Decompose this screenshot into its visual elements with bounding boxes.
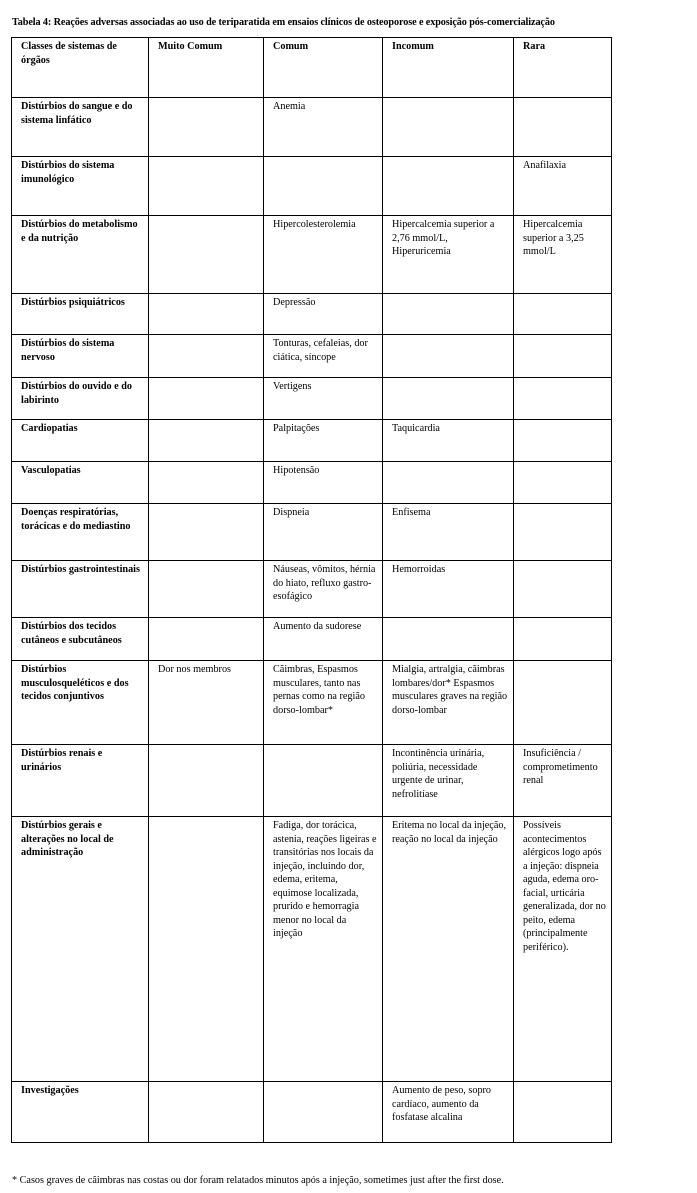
adverse-reactions-table: [11, 37, 612, 1143]
cell-common: Náuseas, vômitos, hérnia do hiato, refluxo gastro-esofágico: [264, 561, 383, 618]
cell-rare: Anafilaxia: [514, 157, 612, 216]
cell-soc: Distúrbios do sistema nervoso: [12, 335, 149, 378]
cell-common: Dispneia: [264, 504, 383, 561]
cell-common: Hipotensão: [264, 462, 383, 504]
table-row: [12, 504, 612, 561]
header-rare: Rara: [514, 38, 612, 98]
header-very-common: Muito Comum: [149, 38, 264, 98]
cell-common: Cãimbras, Espasmos musculares, tanto nas pernas como na região dorso-lombar*: [264, 661, 383, 745]
cell-uncommon: Enfisema: [383, 504, 514, 561]
cell-uncommon: Hipercalcemia superior a 2,76 mmol/L, Hiperuricemia: [383, 216, 514, 294]
table-row: [12, 1082, 612, 1143]
cell-soc: Distúrbios do sangue e do sistema linfático: [12, 98, 149, 157]
table-row: [12, 462, 612, 504]
cell-very-common: [149, 618, 264, 661]
cell-soc: Distúrbios do sistema imunológico: [12, 157, 149, 216]
header-soc: Classes de sistemas de órgãos: [12, 38, 149, 98]
cell-uncommon: [383, 157, 514, 216]
cell-rare: [514, 378, 612, 420]
cell-soc: Distúrbios dos tecidos cutâneos e subcutâneos: [12, 618, 149, 661]
cell-very-common: Dor nos membros: [149, 661, 264, 745]
cell-uncommon: Taquicardia: [383, 420, 514, 462]
cell-uncommon: [383, 98, 514, 157]
cell-very-common: [149, 98, 264, 157]
cell-common: Tonturas, cefaleias, dor ciática, síncope: [264, 335, 383, 378]
cell-rare: [514, 1082, 612, 1143]
cell-rare: Possíveis acontecimentos alérgicos logo após a injeção: dispneia aguda, edema oro-facial, urticária generalizada, dor no peito, edema (principalmente periférico).: [514, 817, 612, 1082]
cell-uncommon: [383, 462, 514, 504]
cell-rare: [514, 294, 612, 335]
cell-common: Anemia: [264, 98, 383, 157]
cell-rare: [514, 335, 612, 378]
cell-uncommon: Eritema no local da injeção, reação no local da injeção: [383, 817, 514, 1082]
cell-very-common: [149, 294, 264, 335]
cell-very-common: [149, 817, 264, 1082]
cell-soc: Distúrbios do metabolismo e da nutrição: [12, 216, 149, 294]
table-row: [12, 98, 612, 157]
cell-rare: [514, 561, 612, 618]
cell-common: [264, 745, 383, 817]
cell-rare: [514, 618, 612, 661]
cell-soc: Distúrbios do ouvido e do labirinto: [12, 378, 149, 420]
table-caption: Tabela 4: Reações adversas associadas ao uso de teriparatida em ensaios clínicos de osteoporose e exposição pós-comercialização: [12, 17, 555, 28]
table-row: [12, 378, 612, 420]
cell-rare: [514, 504, 612, 561]
cell-common: Fadiga, dor torácica, astenia, reações ligeiras e transitórias nos locais da injeção, incluindo dor, edema, eritema, equimose localizada, prurido e hemorragia menor no local da injeção: [264, 817, 383, 1082]
cell-uncommon: Hemorroidas: [383, 561, 514, 618]
cell-common: Vertigens: [264, 378, 383, 420]
cell-very-common: [149, 420, 264, 462]
cell-very-common: [149, 216, 264, 294]
cell-soc: Distúrbios musculosqueléticos e dos tecidos conjuntivos: [12, 661, 149, 745]
header-common: Comum: [264, 38, 383, 98]
cell-uncommon: [383, 294, 514, 335]
cell-rare: [514, 420, 612, 462]
cell-soc: Distúrbios psiquiátricos: [12, 294, 149, 335]
table-row: [12, 216, 612, 294]
cell-soc: Distúrbios renais e urinários: [12, 745, 149, 817]
cell-soc: Doenças respiratórias, torácicas e do mediastino: [12, 504, 149, 561]
cell-uncommon: Incontinência urinária, poliúria, necessidade urgente de urinar, nefrolitíase: [383, 745, 514, 817]
cell-uncommon: [383, 378, 514, 420]
table-row: [12, 661, 612, 745]
table-row: [12, 561, 612, 618]
cell-common: Aumento da sudorese: [264, 618, 383, 661]
cell-soc: Distúrbios gerais e alterações no local de administração: [12, 817, 149, 1082]
cell-uncommon: Aumento de peso, sopro cardíaco, aumento da fosfatase alcalina: [383, 1082, 514, 1143]
cell-rare: Hipercalcemia superior a 3,25 mmol/L: [514, 216, 612, 294]
cell-very-common: [149, 335, 264, 378]
cell-very-common: [149, 561, 264, 618]
header-uncommon: Incomum: [383, 38, 514, 98]
cell-very-common: [149, 504, 264, 561]
cell-common: Hipercolesterolemia: [264, 216, 383, 294]
table-row: [12, 817, 612, 1082]
cell-soc: Distúrbios gastrointestinais: [12, 561, 149, 618]
cell-uncommon: [383, 618, 514, 661]
table-row: [12, 420, 612, 462]
cell-uncommon: Mialgia, artralgia, cãimbras lombares/dor* Espasmos musculares graves na região dorso-lombar: [383, 661, 514, 745]
table-row: [12, 157, 612, 216]
cell-common: Palpitações: [264, 420, 383, 462]
cell-uncommon: [383, 335, 514, 378]
table-header-row: [12, 38, 612, 98]
cell-very-common: [149, 1082, 264, 1143]
cell-very-common: [149, 462, 264, 504]
cell-soc: Vasculopatias: [12, 462, 149, 504]
table-row: [12, 618, 612, 661]
cell-very-common: [149, 745, 264, 817]
cell-very-common: [149, 157, 264, 216]
cell-rare: [514, 661, 612, 745]
cell-common: Depressão: [264, 294, 383, 335]
table-row: [12, 745, 612, 817]
cell-soc: Cardiopatias: [12, 420, 149, 462]
cell-soc: Investigações: [12, 1082, 149, 1143]
table-row: [12, 335, 612, 378]
cell-common: [264, 1082, 383, 1143]
cell-very-common: [149, 378, 264, 420]
cell-common: [264, 157, 383, 216]
cell-rare: [514, 462, 612, 504]
footnote: * Casos graves de câimbras nas costas ou dor foram relatados minutos após a injeção, sometimes just after the first dose.: [12, 1175, 504, 1186]
cell-rare: Insuficiência / comprometimento renal: [514, 745, 612, 817]
table-row: [12, 294, 612, 335]
cell-rare: [514, 98, 612, 157]
